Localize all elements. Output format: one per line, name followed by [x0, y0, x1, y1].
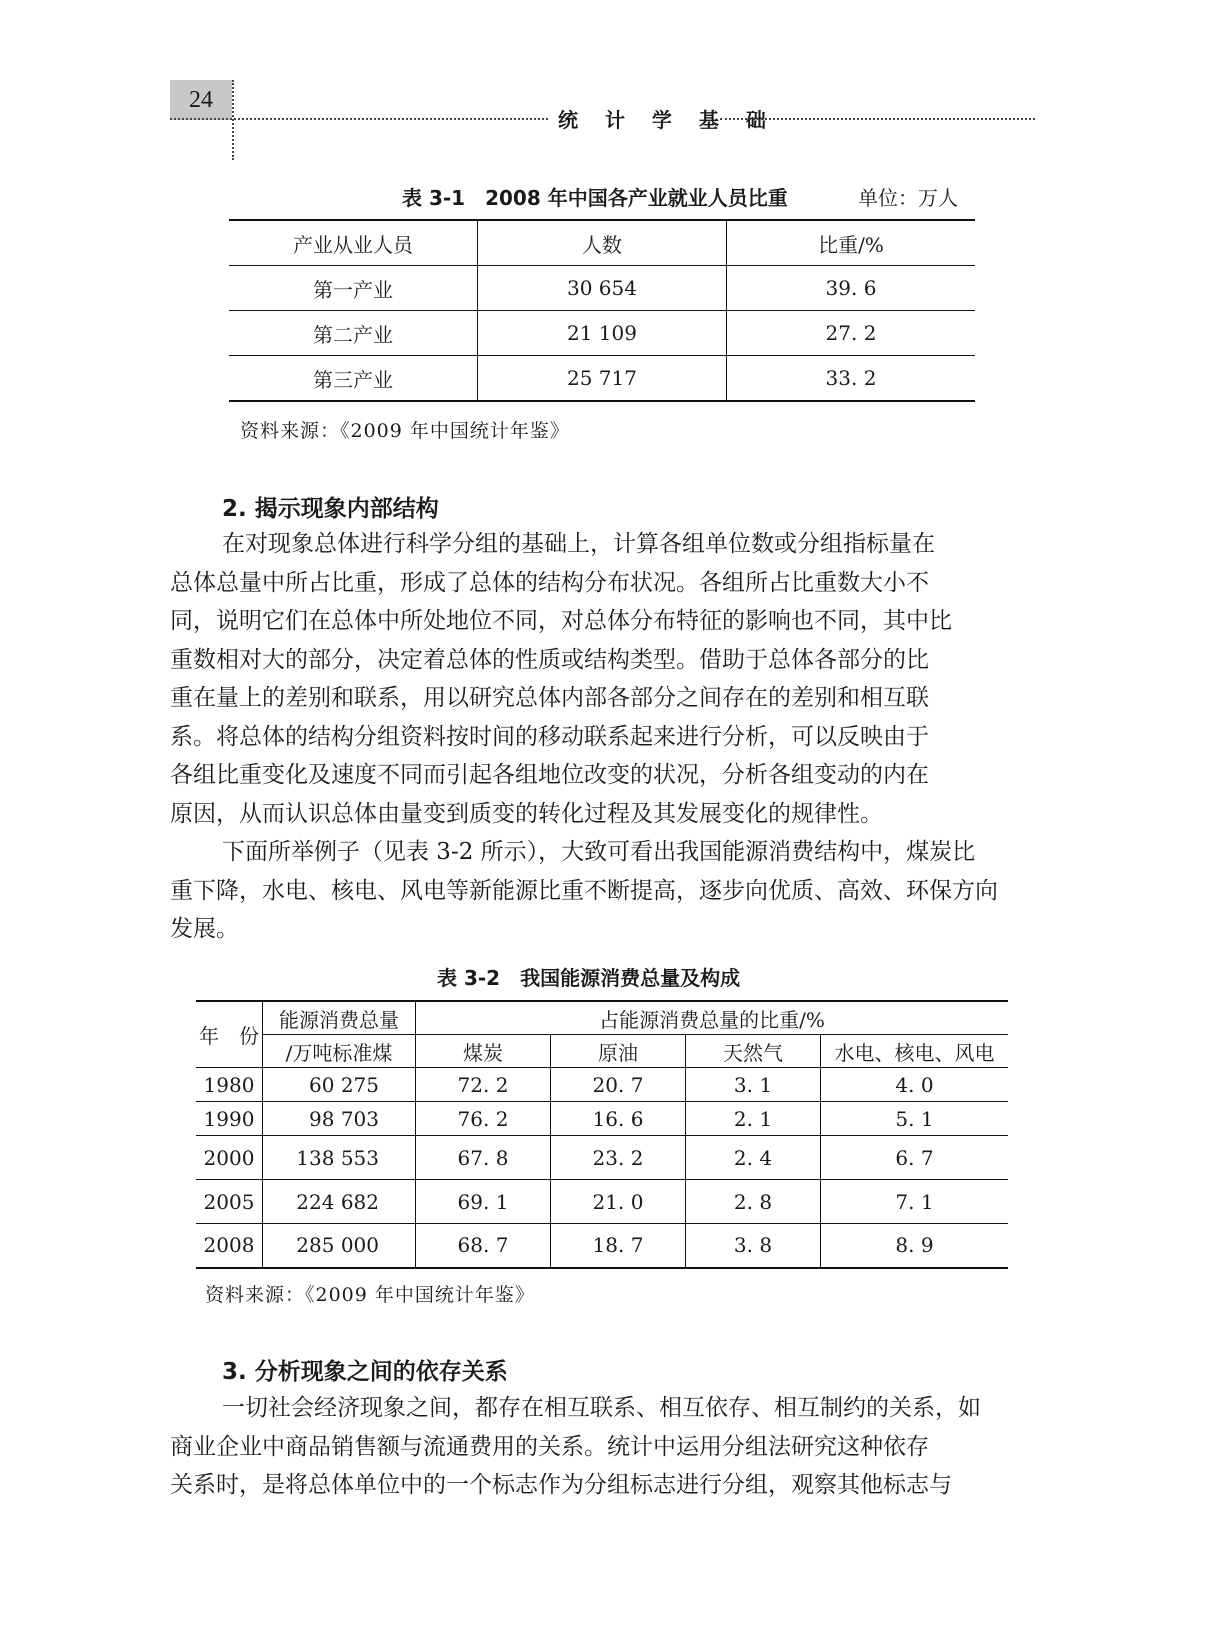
- text-line: 下面所举例子（见表 3-2 所示），大致可看出我国能源消费结构中，煤炭比: [222, 839, 976, 865]
- table2-cell: 2. 1: [686, 1102, 821, 1136]
- table2-cell: 138 553: [263, 1136, 416, 1180]
- text-line: 系。将总体的结构分组资料按时间的移动联系起来进行分析，可以反映由于: [170, 723, 929, 750]
- table-row: [196, 1068, 1008, 1102]
- header-rule-left: [170, 118, 548, 120]
- text-line: 各组比重变化及速度不同而引起各组地位改变的状况，分析各组变动的内在: [170, 762, 929, 788]
- text-line: 发展。: [170, 916, 239, 942]
- table2-cell: 1980: [196, 1068, 263, 1102]
- table2-cell: 285 000: [263, 1224, 416, 1268]
- table1-cell: 33. 2: [825, 366, 877, 390]
- table2-subheader-cell: 水电、核电、风电: [821, 1035, 1009, 1068]
- table2-cell: 98 703: [263, 1102, 416, 1136]
- table1-header-row: [229, 220, 975, 266]
- table1-cell: 25 717: [478, 356, 727, 402]
- table2-header-row: [196, 1001, 1008, 1035]
- table2-cell: 20. 7: [551, 1068, 686, 1102]
- table1-cell: 第二产业: [229, 311, 478, 356]
- table2-cell: 2008: [196, 1224, 263, 1268]
- table2-cell: 16. 6: [551, 1102, 686, 1136]
- table2-year-header: 年 份: [196, 1001, 263, 1068]
- text-line: 关系时，是将总体单位中的一个标志作为分组标志进行分组，观察其他标志与: [170, 1472, 952, 1498]
- table1-caption: 表 3-1 2008 年中国各产业就业人员比重: [402, 186, 788, 210]
- book-title: 统 计 学 基 础: [558, 108, 776, 132]
- table2-cell: 224 682: [263, 1180, 416, 1224]
- table2-cell: 2000: [196, 1136, 263, 1180]
- table2-subheader-cell: 煤炭: [416, 1035, 551, 1068]
- table2-cell: 2005: [196, 1180, 263, 1224]
- table-row: [229, 311, 975, 356]
- table1-header-cell: 产业从业人员: [229, 220, 478, 266]
- text-line: 重数相对大的部分，决定着总体的性质或结构类型。借助于总体各部分的比: [170, 646, 929, 673]
- table-row: [229, 356, 975, 402]
- table2-caption: 表 3-2 我国能源消费总量及构成: [437, 966, 741, 990]
- table-row: [196, 1136, 1008, 1180]
- table2-total-header: 能源消费总量: [263, 1001, 416, 1035]
- table1-header-cell: 比重/%: [727, 220, 976, 266]
- table2-share-header: 占能源消费总量的比重/%: [416, 1001, 1009, 1035]
- table-row: [196, 1180, 1008, 1224]
- table2-cell: 23. 2: [551, 1136, 686, 1180]
- text-line: 重下降，水电、核电、风电等新能源比重不断提高，逐步向优质、高效、环保方向: [170, 877, 998, 904]
- table2-cell: 3. 8: [686, 1224, 821, 1268]
- table-row: [229, 266, 975, 311]
- text-line: 商业企业中商品销售额与流通费用的关系。统计中运用分组法研究这种依存: [170, 1433, 929, 1460]
- table2-cell: 2. 4: [686, 1136, 821, 1180]
- table2: [196, 1000, 1008, 1269]
- section2-paragraph-2: [170, 833, 1035, 949]
- table1-cell: 第三产业: [229, 356, 478, 402]
- text-line: 重在量上的差别和联系，用以研究总体内部各部分之间存在的差别和相互联: [170, 685, 929, 711]
- table2-cell: 3. 1: [686, 1068, 821, 1102]
- section2-heading: 2. 揭示现象内部结构: [222, 496, 439, 522]
- table2-cell: 67. 8: [416, 1136, 551, 1180]
- table1-source: 资料来源：《2009 年中国统计年鉴》: [240, 420, 570, 442]
- section3-paragraph-1: [170, 1389, 1035, 1505]
- table-row: [196, 1102, 1008, 1136]
- table2-subheader-cell: 天然气: [686, 1035, 821, 1068]
- table1-cell: 21 109: [478, 311, 727, 356]
- section3-heading: 3. 分析现象之间的依存关系: [222, 1359, 508, 1385]
- table1-cell: 39. 6: [727, 266, 976, 311]
- table1-cell: 第一产业: [229, 266, 478, 311]
- table2-cell: 8. 9: [895, 1233, 934, 1258]
- table2-cell: 76. 2: [416, 1102, 551, 1136]
- table1-header-cell: 人数: [478, 220, 727, 266]
- text-line: 一切社会经济现象之间，都存在相互联系、相互依存、相互制约的关系，如: [222, 1395, 981, 1421]
- table2-cell: 4. 0: [821, 1068, 1009, 1102]
- table2-cell: 5. 1: [821, 1102, 1009, 1136]
- table1-unit: 单位：万人: [858, 186, 958, 210]
- table2-cell: 21. 0: [551, 1180, 686, 1224]
- table2-cell: 69. 1: [416, 1180, 551, 1224]
- table2-subheader-row: [196, 1035, 1008, 1068]
- table-row: [196, 1224, 1008, 1268]
- table2-cell: 68. 7: [416, 1224, 551, 1268]
- text-line: 原因，从而认识总体由量变到质变的转化过程及其发展变化的规律性。: [170, 800, 883, 827]
- text-line: 总体总量中所占比重，形成了总体的结构分布状况。各组所占比重数大小不: [170, 569, 929, 596]
- header-rule-right: [720, 118, 1035, 120]
- table2-cell: 18. 7: [551, 1224, 686, 1268]
- table1-cell: 27. 2: [727, 311, 976, 356]
- table1: [229, 219, 975, 402]
- table2-cell: 1990: [196, 1102, 263, 1136]
- table2-cell: 60 275: [263, 1068, 416, 1102]
- text-line: 在对现象总体进行科学分组的基础上，计算各组单位数或分组指标量在: [222, 531, 935, 557]
- table2-source: 资料来源：《2009 年中国统计年鉴》: [205, 1284, 535, 1306]
- text-line: 同，说明它们在总体中所处地位不同，对总体分布特征的影响也不同，其中比: [170, 608, 952, 634]
- table2-cell: 72. 2: [416, 1068, 551, 1102]
- table1-cell: 30 654: [478, 266, 727, 311]
- section2-paragraph-1: [170, 525, 1035, 833]
- table2-cell: 6. 7: [821, 1136, 1009, 1180]
- table2-cell: 2. 8: [686, 1180, 821, 1224]
- table2-subheader-cell: 原油: [551, 1035, 686, 1068]
- page-number: 24: [170, 80, 232, 120]
- table2-total-unit: /万吨标准煤: [263, 1035, 416, 1068]
- header-vertical-rule: [232, 80, 234, 160]
- table2-cell: 7. 1: [821, 1180, 1009, 1224]
